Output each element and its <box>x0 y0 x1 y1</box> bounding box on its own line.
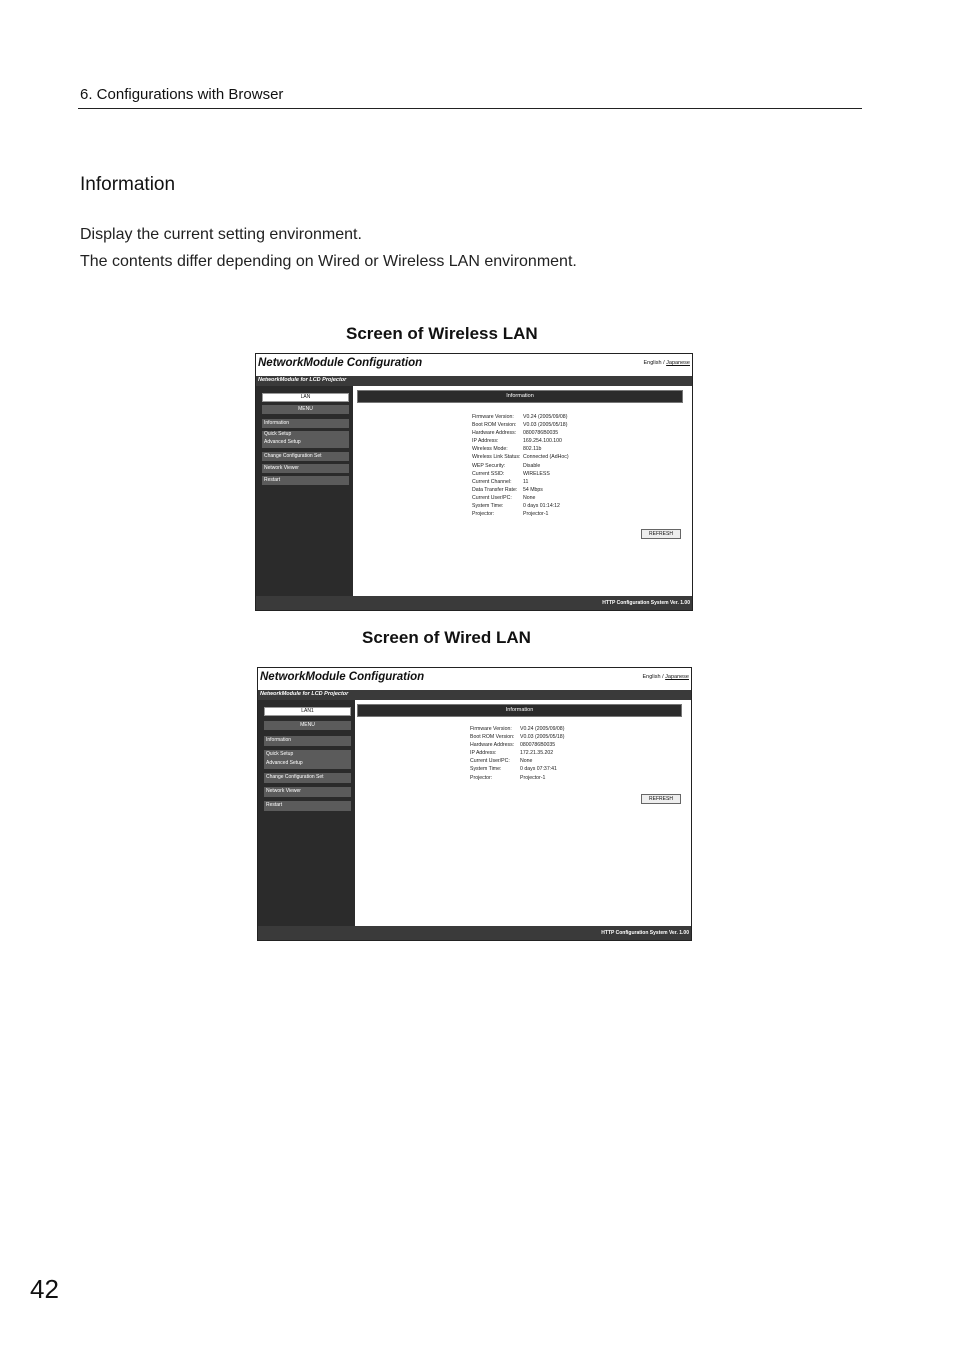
sidebar-item-setup[interactable] <box>262 431 349 448</box>
app-title: NetworkModule Configuration <box>260 671 425 683</box>
app-header <box>256 354 692 377</box>
sidebar-item-network-viewer[interactable]: Network Viewer <box>264 787 351 797</box>
sidebar-item-quick-setup[interactable]: Quick Setup <box>264 431 292 437</box>
lang-japanese-link[interactable]: Japanese <box>665 674 689 680</box>
lang-japanese-link[interactable]: Japanese <box>666 360 690 366</box>
sidebar-item-setup[interactable] <box>264 750 351 769</box>
lan-indicator: LAN <box>262 393 349 402</box>
sidebar-item-advanced-setup[interactable]: Advanced Setup <box>264 438 301 445</box>
sidebar <box>256 386 353 596</box>
wired-caption: Screen of Wired LAN <box>362 628 531 647</box>
sidebar-item-advanced-setup[interactable]: Advanced Setup <box>266 760 303 766</box>
lang-english-link[interactable]: English / <box>643 360 665 366</box>
header-rule <box>78 108 862 109</box>
info-values: V0.24 (2005/09/08) V0.03 (2005/05/18) 0800786B0035 169.254.100.100 802.11b Connected (AdHoc) Disable WIRELESS 11 54 Mbps None 0 days 01:14:12 Projector-1 <box>523 414 569 518</box>
app-subtitle: NetworkModule for LCD Projector <box>258 377 347 383</box>
app-header <box>258 668 691 691</box>
subtitle-bar <box>258 690 691 700</box>
sidebar-item-information[interactable]: Information <box>264 736 351 746</box>
lang-english-link[interactable]: English / <box>642 674 664 680</box>
footer-version: HTTP Configuration System Ver. 1.00 <box>601 930 689 936</box>
main-panel <box>353 386 692 596</box>
language-switch <box>644 360 691 366</box>
wired-screenshot <box>257 667 692 941</box>
app-subtitle: NetworkModule for LCD Projector <box>260 691 349 697</box>
sidebar-item-change-configuration-set[interactable]: Change Configuration Set <box>264 773 351 783</box>
subtitle-bar <box>256 376 692 386</box>
sidebar-item-restart[interactable]: Restart <box>264 801 351 811</box>
footer-version: HTTP Configuration System Ver. 1.00 <box>602 600 690 606</box>
info-heading: Information <box>357 704 682 717</box>
footer-bar <box>258 926 691 940</box>
info-labels: Firmware Version: Boot ROM Version: Hardware Address: IP Address: Current User/PC: System Time: Projector: <box>470 726 515 781</box>
page-number: 42 <box>30 1274 59 1304</box>
sidebar-item-network-viewer[interactable]: Network Viewer <box>262 464 349 473</box>
menu-button[interactable]: MENU <box>264 721 351 730</box>
section-title: Information <box>80 174 176 195</box>
lan-indicator: LAN1 <box>264 707 351 716</box>
refresh-button[interactable]: REFRESH <box>641 529 681 539</box>
body-line-1: Display the current setting environment. <box>80 226 362 243</box>
footer-bar <box>256 596 692 610</box>
info-labels: Firmware Version: Boot ROM Version: Hardware Address: IP Address: Wireless Mode: Wireless Link Status: WEP Security: Current SSID: Current Channel: Data Transfer Rate: Current User/PC: System Time: Projector: <box>472 414 521 518</box>
running-header: 6. Configurations with Browser <box>80 86 284 103</box>
sidebar-item-information[interactable]: Information <box>262 419 349 428</box>
info-heading: Information <box>357 390 683 403</box>
refresh-button[interactable]: REFRESH <box>641 794 681 804</box>
sidebar-item-restart[interactable]: Restart <box>262 476 349 485</box>
sidebar-item-change-configuration-set[interactable]: Change Configuration Set <box>262 452 349 461</box>
main-panel <box>355 700 691 926</box>
language-switch <box>643 674 690 680</box>
wireless-screenshot <box>255 353 693 611</box>
wireless-caption: Screen of Wireless LAN <box>346 324 538 343</box>
sidebar <box>258 700 355 926</box>
app-title: NetworkModule Configuration <box>258 357 423 369</box>
info-values: V0.24 (2005/09/08) V0.03 (2005/05/18) 0800786B0035 172.21.35.202 None 0 days 07:37:41 Projector-1 <box>520 726 565 781</box>
body-line-2: The contents differ depending on Wired or Wireless LAN environment. <box>80 253 577 270</box>
menu-button[interactable]: MENU <box>262 405 349 414</box>
sidebar-item-quick-setup[interactable]: Quick Setup <box>266 751 294 757</box>
